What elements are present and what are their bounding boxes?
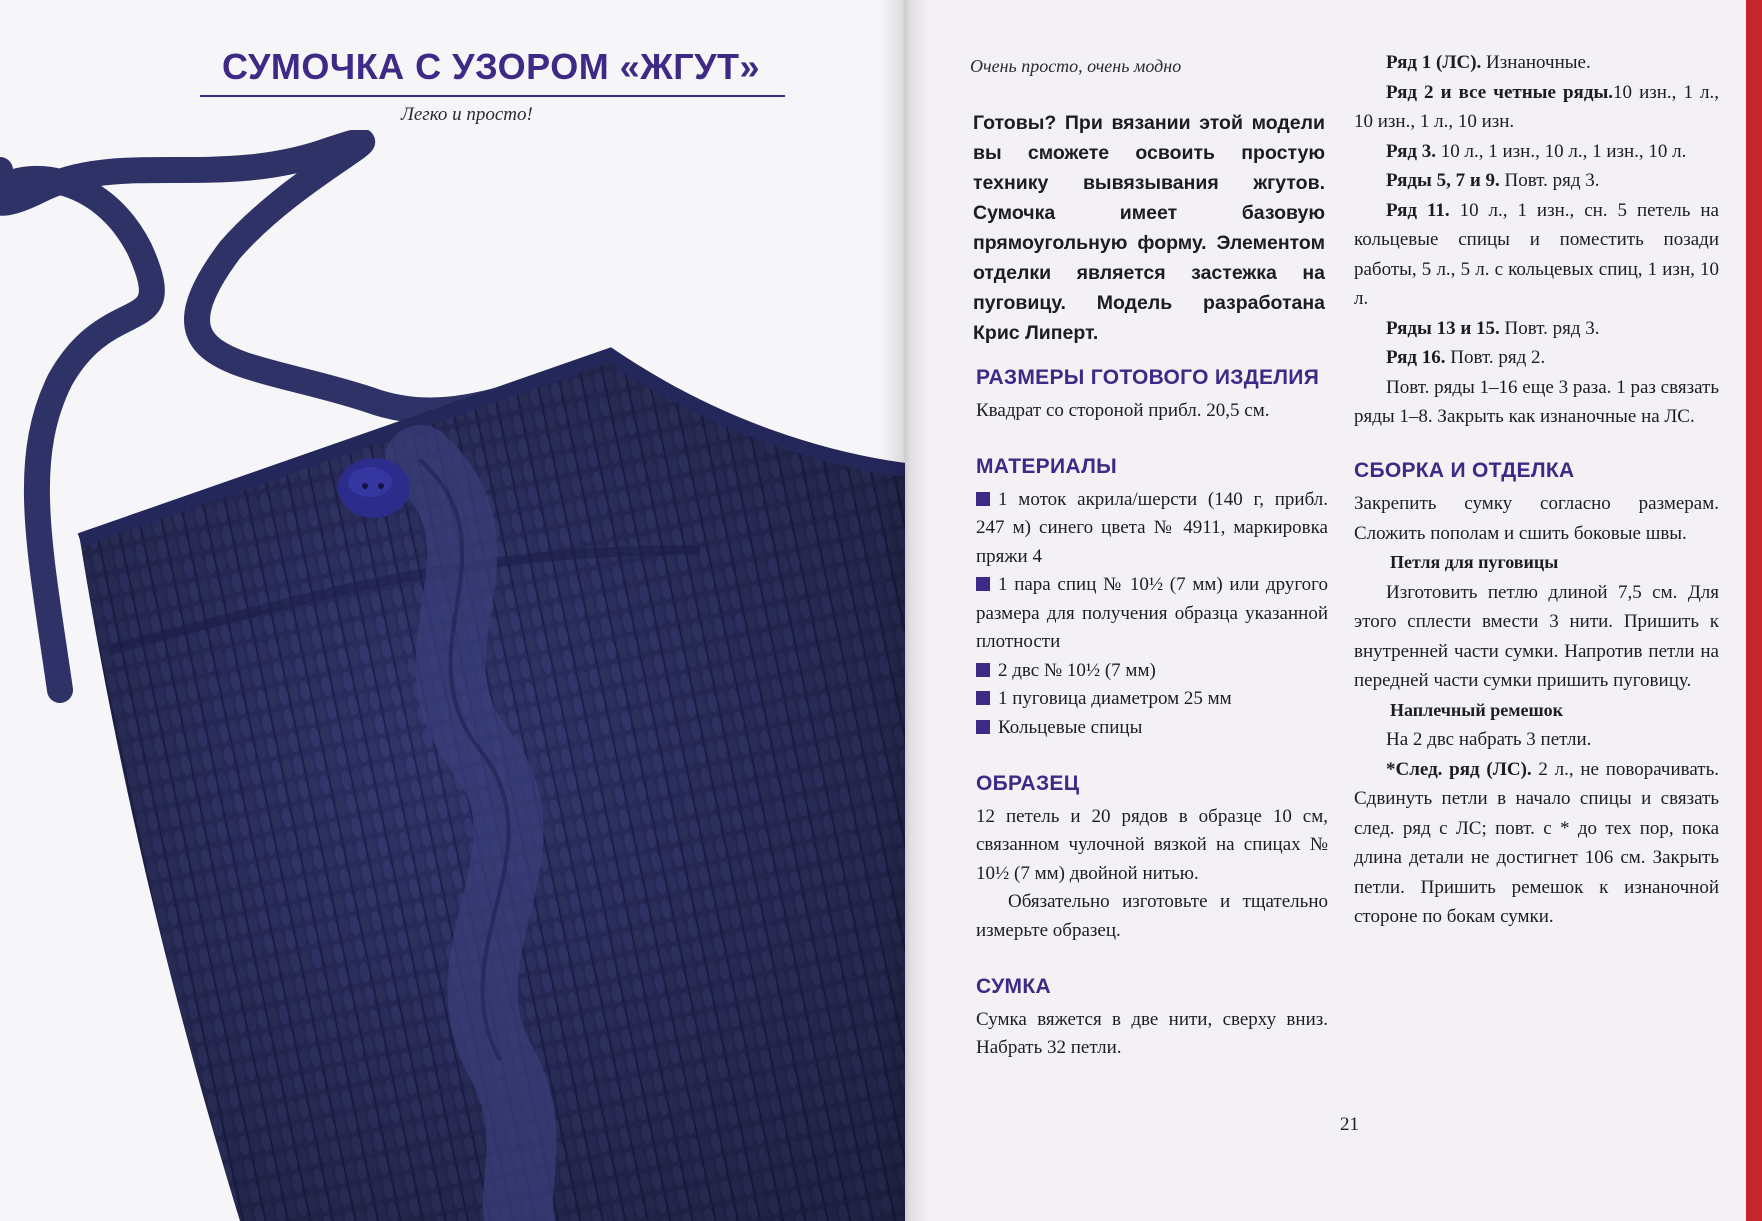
bullet-icon — [976, 691, 990, 705]
assembly-heading: СБОРКА И ОТДЕЛКА — [1354, 458, 1575, 482]
bag-heading: СУМКА — [976, 975, 1051, 998]
sizes-heading: РАЗМЕРЫ ГОТОВОГО ИЗДЕЛИЯ — [976, 366, 1320, 389]
bullet-icon — [976, 492, 990, 506]
gauge-heading: ОБРАЗЕЦ — [976, 772, 1080, 795]
book-edge — [1746, 0, 1762, 1221]
row-instruction: Ряд 11. 10 л., 1 изн., сн. 5 петель на кольцевые спицы и поместить позади работы, 5 л., 5 л. с кольцевых спиц, 1 изн, 10 л. — [1354, 199, 1719, 309]
row-instruction: Ряд 2 и все четные ряды.10 изн., 1 л., 10 изн., 1 л., 10 изн. — [1354, 81, 1720, 132]
loop-text: Изготовить петлю длиной 7,5 см. Для этого сплести вмести 3 нити. Пришить к внутренней части сумки. Напротив петли на передней части сумки пришить пуговицу. — [1354, 581, 1719, 691]
assembly-text: Закрепить сумку согласно размерам. Сложить пополам и сшить боковые швы. — [1354, 493, 1719, 544]
row-instruction: Ряд 3. 10 л., 1 изн., 10 л., 1 изн., 10 л. — [1386, 140, 1687, 162]
running-head: Очень просто, очень модно — [970, 56, 1182, 76]
strap-text: На 2 двс набрать 3 петли. — [1386, 729, 1592, 750]
material-item: 1 пара спиц № 10½ (7 мм) или другого размера для получения образца указанной плотности — [976, 574, 1328, 652]
sizes-text: Квадрат со стороной прибл. 20,5 см. — [976, 399, 1270, 421]
row-instruction: Ряд 1 (ЛС). Изнаночные. — [1386, 52, 1591, 73]
page-title: СУМОЧКА С УЗОРОМ «ЖГУТ» — [222, 46, 761, 87]
gauge-note: Обязательно изготовьте и тщательно измерьте образец. — [976, 891, 1328, 941]
bag-text: Сумка вяжется в две нити, сверху вниз. Набрать 32 петли. — [976, 1008, 1328, 1058]
material-item: 2 двс № 10½ (7 мм) — [976, 657, 1328, 686]
column-left — [976, 364, 1328, 1063]
material-item: 1 пуговица диаметром 25 мм — [976, 685, 1328, 714]
row-instruction: Ряд 16. Повт. ряд 2. — [1386, 347, 1546, 368]
page-subtitle: Легко и просто! — [401, 104, 533, 125]
bullet-icon — [976, 720, 990, 734]
strap-row: *След. ряд (ЛС). 2 л., не поворачивать. Сдвинуть петли в начало спицы и связать след. ряд с ЛС; повт. с * до тех пор, пока длина детали не достигнет 106 см. Закрыть петли. Пришить ремешок к изнаночной стороне по бокам сумки. — [1354, 758, 1719, 927]
repeat-text: Повт. ряды 1–16 еще 3 раза. 1 раз связать ряды 1–8. Закрыть как изнаночные на ЛС. — [1354, 376, 1719, 427]
row-instruction: Ряды 5, 7 и 9. Повт. ряд 3. — [1386, 170, 1600, 191]
book-gutter — [880, 0, 930, 1221]
strap-heading: Наплечный ремешок — [1390, 699, 1564, 720]
gauge-text: 12 петель и 20 рядов в образце 10 см, связанном чулочной вязкой на спицах № 10½ (7 мм) двойной нитью. — [976, 805, 1328, 884]
materials-heading: МАТЕРИАЛЫ — [976, 455, 1117, 478]
bullet-icon — [976, 663, 990, 677]
strap-return — [0, 141, 620, 410]
bullet-icon — [976, 577, 990, 591]
knitted-bag-photo — [0, 130, 905, 1221]
title-rule — [200, 95, 785, 97]
loop-heading: Петля для пуговицы — [1390, 552, 1559, 572]
material-item: Кольцевые спицы — [976, 714, 1328, 743]
row-instruction: Ряды 13 и 15. Повт. ряд 3. — [1386, 317, 1600, 339]
page-number: 21 — [1340, 1114, 1359, 1135]
intro-text: Готовы? При вязании этой модели вы сможете освоить простую технику вывязывания жгутов. Сумочка имеет базовую прямоугольную форму. Элементом отделки является застежка на пуговицу. Модель разработана Крис Липерт. — [973, 112, 1325, 344]
column-right — [1354, 48, 1719, 932]
material-item: 1 моток акрила/шерсти (140 г, прибл. 247 м) синего цвета № 4911, маркировка пряжи 4 — [976, 488, 1328, 567]
